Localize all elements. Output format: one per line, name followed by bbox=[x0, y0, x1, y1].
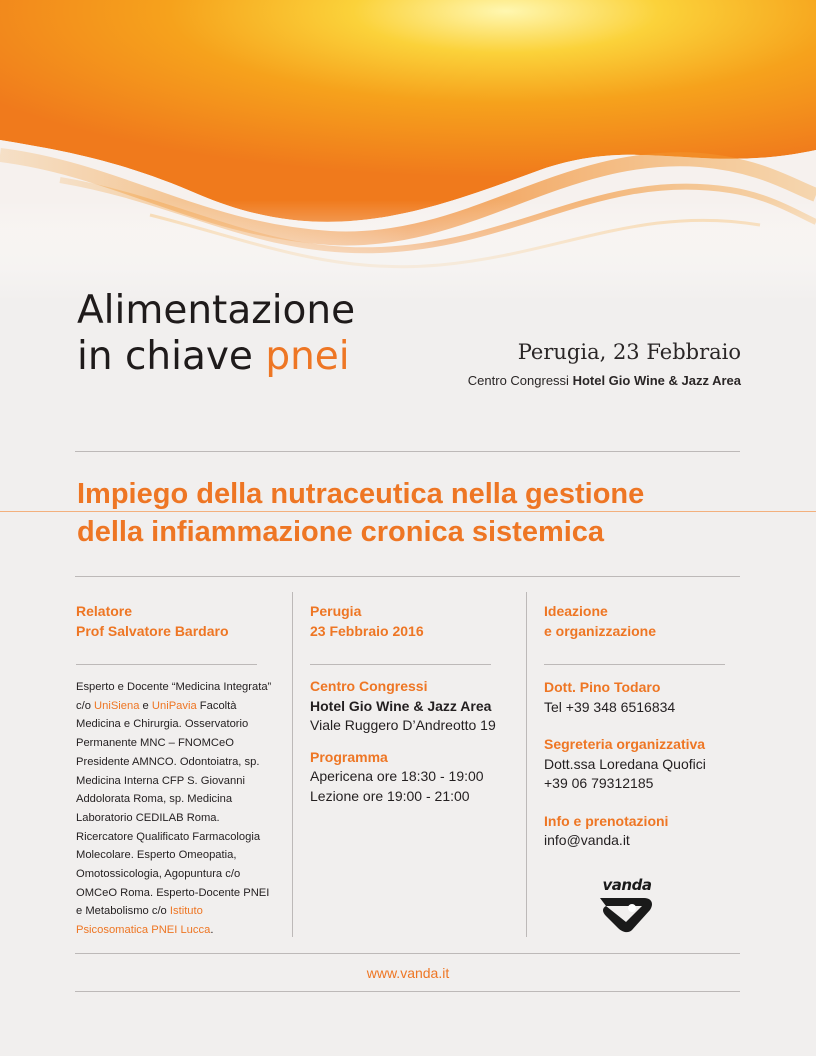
speaker-heading: Relatore bbox=[76, 603, 133, 619]
speaker-bio bbox=[76, 678, 276, 940]
divider-footer-bottom bbox=[75, 991, 740, 992]
venue-hotel: Hotel Gio Wine & Jazz Area bbox=[310, 697, 492, 714]
event-date: 23 Febbraio 2016 bbox=[310, 622, 424, 639]
organization-heading-2: e organizzazione bbox=[544, 622, 657, 639]
organization-details bbox=[544, 678, 744, 851]
subtitle-line-2: della infiammazione cronica sistemica bbox=[77, 516, 605, 548]
speaker-divider bbox=[76, 664, 257, 665]
venue-name: Hotel Gio Wine & Jazz Area bbox=[572, 373, 741, 388]
info-email[interactable]: info@vanda.it bbox=[544, 832, 630, 848]
event-details bbox=[310, 677, 525, 806]
subtitle-line-1: Impiego della nutraceutica nella gestione bbox=[77, 478, 645, 510]
title-prefix: in chiave bbox=[77, 334, 266, 379]
divider-top bbox=[75, 451, 740, 452]
contact-phone: Tel +39 348 6516834 bbox=[544, 698, 676, 715]
info-label: Info e prenotazioni bbox=[544, 812, 669, 829]
istituto-link: Istituto Psicosomatica PNEI Lucca bbox=[76, 905, 211, 937]
organization-heading-1: Ideazione bbox=[544, 603, 608, 619]
program-label: Programma bbox=[310, 748, 388, 765]
vanda-logo bbox=[596, 876, 658, 938]
title-accent: pnei bbox=[265, 334, 350, 379]
divider-footer-top bbox=[75, 953, 740, 954]
page-title bbox=[77, 288, 355, 380]
header-wave-artwork bbox=[0, 0, 816, 300]
column-divider-2 bbox=[526, 592, 527, 937]
logo-wordmark: vanda bbox=[602, 876, 652, 894]
secretary-name: Dott.ssa Loredana Quofici bbox=[544, 755, 706, 772]
bio-text-b: Facoltà Medicina e Chirurgia. Osservatorio Permanente MNC – FNOMCeO Presidente AMNCO. Odontoiatra, sp. Medicina Interna CFP S. Giovanni Addolorata Roma, sp. Medicina Laboratorio CEDILAB Roma. Ricercatore Qualificato Farmacologia Molecolare. Esperto Omeopatia, Omotossicologia, Agopuntura c/o OMCeO Roma. Esperto-Docente PNEI e Metabolismo c/o bbox=[76, 699, 270, 918]
bio-and: e bbox=[139, 699, 152, 712]
contact-name: Dott. Pino Todaro bbox=[544, 679, 661, 695]
website-link[interactable]: www.vanda.it bbox=[366, 965, 450, 981]
venue-label: Centro Congressi bbox=[310, 678, 428, 694]
divider-middle bbox=[75, 576, 740, 577]
venue-prefix: Centro Congressi bbox=[467, 373, 573, 388]
event-venue bbox=[468, 373, 741, 388]
event-city: Perugia bbox=[310, 603, 362, 619]
secretary-phone: +39 06 79312185 bbox=[544, 775, 654, 791]
secretary-label: Segreteria organizzativa bbox=[544, 736, 706, 752]
title-line-2 bbox=[77, 334, 355, 380]
organization-divider bbox=[544, 664, 725, 665]
program-item-2: Lezione ore 19:00 - 21:00 bbox=[310, 787, 470, 804]
organization-column bbox=[544, 602, 744, 641]
speaker-column bbox=[76, 602, 266, 641]
unipavia-link: UniPavia bbox=[151, 699, 197, 712]
speaker-name: Prof Salvatore Bardaro bbox=[76, 622, 229, 639]
event-column bbox=[310, 602, 520, 641]
title-line-1: Alimentazione bbox=[77, 288, 356, 333]
bio-end: . bbox=[210, 924, 214, 937]
event-date-location: Perugia, 23 Febbraio bbox=[517, 340, 741, 364]
bio-text-a: Esperto e Docente “Medicina Integrata” c/o bbox=[76, 681, 272, 712]
program-item-1: Apericena ore 18:30 - 19:00 bbox=[310, 768, 484, 784]
subtitle bbox=[77, 475, 644, 551]
venue-address: Viale Ruggero D’Andreotto 19 bbox=[310, 717, 496, 733]
column-divider-1 bbox=[292, 592, 293, 937]
unisiena-link: UniSiena bbox=[94, 699, 140, 712]
event-divider bbox=[310, 664, 491, 665]
logo-mark-icon bbox=[596, 894, 656, 934]
